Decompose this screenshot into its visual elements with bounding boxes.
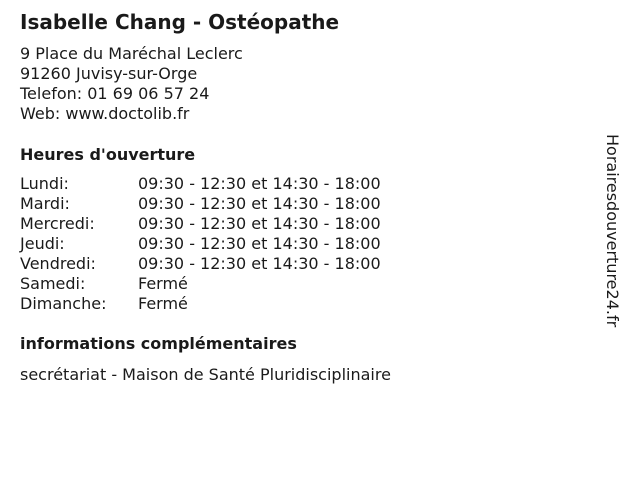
hours-day: Dimanche: [20,294,107,313]
address-block [20,44,243,124]
opening-hours-table [20,174,381,314]
hours-time: 09:30 - 12:30 et 14:30 - 18:00 [138,174,381,193]
hours-day: Mercredi: [20,214,95,233]
page-title: Isabelle Chang - Ostéopathe [20,10,340,34]
site-watermark: Horairesdouverture24.fr [603,134,622,328]
address-street: 9 Place du Maréchal Leclerc [20,44,243,63]
opening-hours-heading: Heures d'ouverture [20,145,196,164]
hours-day: Mardi: [20,194,70,213]
phone-number: Telefon: 01 69 06 57 24 [20,84,210,103]
hours-row [20,174,381,194]
hours-row [20,274,381,294]
hours-day: Samedi: [20,274,86,293]
hours-day: Vendredi: [20,254,96,273]
hours-time: 09:30 - 12:30 et 14:30 - 18:00 [138,234,381,253]
hours-day: Jeudi: [20,234,65,253]
hours-row [20,294,381,314]
address-city: 91260 Juvisy-sur-Orge [20,64,198,83]
hours-time: Fermé [138,274,188,293]
hours-time: 09:30 - 12:30 et 14:30 - 18:00 [138,214,381,233]
additional-info-text: secrétariat - Maison de Santé Pluridisciplinaire [20,365,391,384]
hours-time: 09:30 - 12:30 et 14:30 - 18:00 [138,254,381,273]
hours-time: Fermé [138,294,188,313]
additional-info-heading: informations complémentaires [20,334,297,353]
hours-row [20,194,381,214]
website: Web: www.doctolib.fr [20,104,190,123]
hours-row [20,214,381,234]
hours-day: Lundi: [20,174,69,193]
hours-time: 09:30 - 12:30 et 14:30 - 18:00 [138,194,381,213]
hours-row [20,254,381,274]
hours-row [20,234,381,254]
